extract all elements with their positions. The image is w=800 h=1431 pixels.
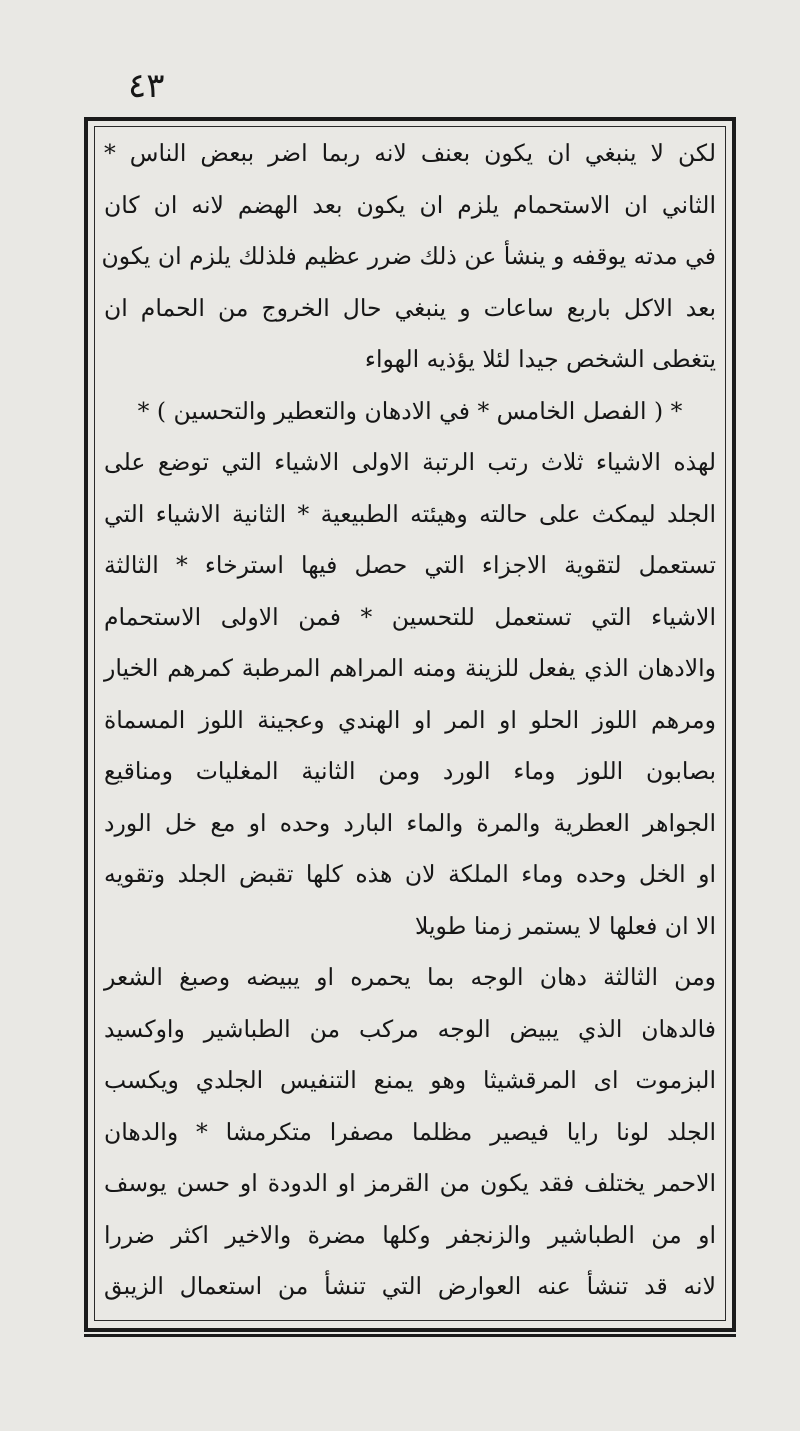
text-line: في مدته يوقفه و ينشأ عن ذلك ضرر عظيم فلذلك يلزم ان يكون [101,242,716,270]
text-line: الاشياء التي تستعمل للتحسين * فمن الاولى الاستحمام [104,602,716,631]
text-line: تستعمل لتقوية الاجزاء التي حصل فيها استرخاء * الثالثة [104,551,716,579]
text-line: البزموت اى المرقشيثا وهو يمنع التنفيس الجلدي ويكسب [104,1066,716,1094]
text-line: الثاني ان الاستحمام يلزم ان يكون بعد الهضم لانه ان كان [104,190,716,219]
text-line: ومن الثالثة دهان الوجه بما يحمره او يبيضه وصبغ الشعر [104,963,716,991]
text-block [100,128,720,1314]
bottom-rule [84,1334,736,1337]
text-line: بصابون اللوز وماء الورد ومن الثانية المغليات ومناقيع [104,757,716,785]
text-line: يتغطى الشخص جيدا لئلا يؤذيه الهواء [364,345,716,373]
text-line: لكن لا ينبغي ان يكون بعنف لانه ربما اضر ببعض الناس * [104,139,716,167]
text-line: الا ان فعلها لا يستمر زمنا طويلا [414,911,716,940]
text-line: والادهان الذي يفعل للزينة ومنه المراهم المرطبة كمرهم الخيار [104,654,716,682]
text-line: الجواهر العطرية والمرة والماء البارد وحده او مع خل الورد [104,808,716,837]
text-line: الاحمر يختلف فقد يكون من القرمز او الدودة او حسن يوسف [104,1169,716,1197]
text-line: فالدهان الذي يبيض الوجه مركب من الطباشير واوكسيد [104,1014,716,1043]
text-line: لانه قد تنشأ عنه العوارض التي تنشأ من استعمال الزيبق [104,1272,716,1300]
text-line: بعد الاكل باربع ساعات و ينبغي حال الخروج من الحمام ان [104,293,716,322]
text-line: الجلد ليمكث على حالته وهيئته الطبيعية * الثانية الاشياء التي [104,499,716,528]
text-line: او الخل وحده وماء الملكة لان هذه كلها تقبض الجلد وتقويه [104,860,716,888]
text-line: او من الطباشير والزنجفر وكلها مضرة والاخير اكثر ضررا [104,1220,716,1249]
text-line: لهذه الاشياء ثلاث رتب الرتبة الاولى الاشياء التي توضع على [104,448,716,476]
page-number: ٤٣ [128,66,165,106]
text-line: ومرهم اللوز الحلو او المر او الهندي وعجينة اللوز المسماة [104,705,716,734]
text-line: الجلد لونا رايا فيصير مظلما مصفرا متكرمشا * والدهان [104,1117,716,1146]
section-heading: * ( الفصل الخامس * في الادهان والتعطير والتحسين ) * [137,396,683,425]
